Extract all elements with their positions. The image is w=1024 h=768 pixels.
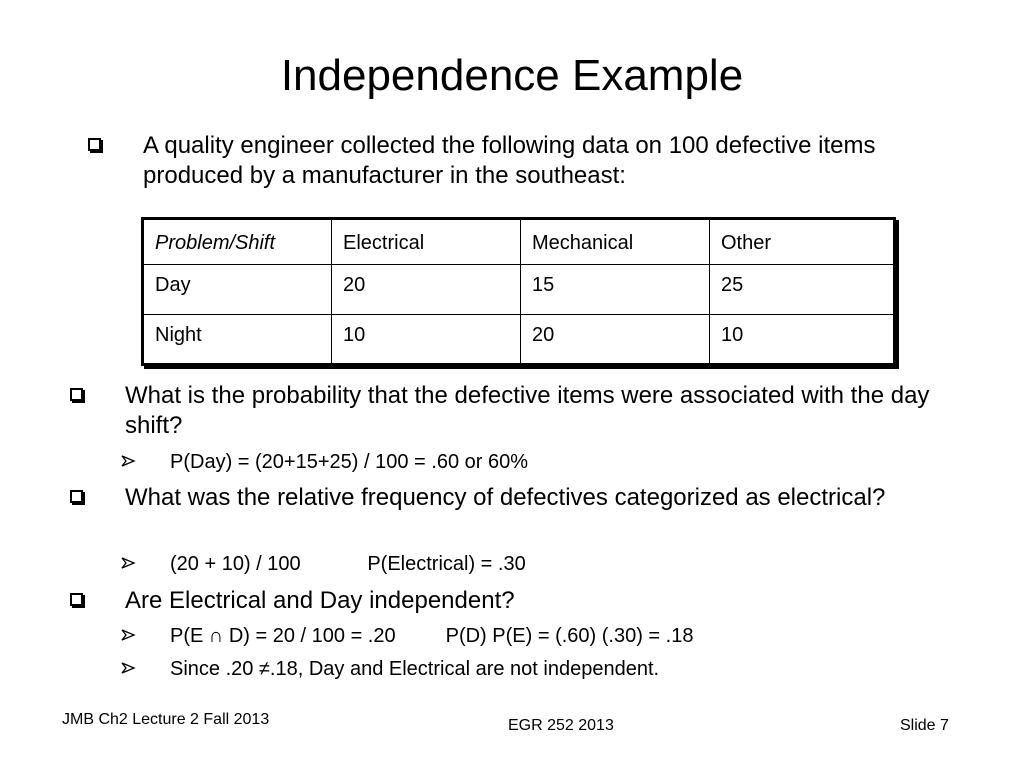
- table-header-cell: Mechanical: [521, 219, 710, 265]
- question-text: What is the probability that the defective items were associated with the day shift?: [125, 382, 930, 439]
- square-bullet-icon: [70, 593, 83, 606]
- arrowhead-bullet-icon: [120, 627, 136, 643]
- table-header-row: [143, 219, 895, 265]
- table-cell: 15: [521, 265, 710, 315]
- square-bullet-icon: [70, 388, 83, 401]
- table-cell: 20: [521, 315, 710, 365]
- answer-bullet: [120, 551, 526, 577]
- answer-bullet: [120, 449, 528, 475]
- table-row: [143, 265, 895, 315]
- answer-text: P(Day) = (20+15+25) / 100 = .60 or 60%: [170, 451, 528, 473]
- table-cell: 20: [332, 265, 521, 315]
- intro-text: A quality engineer collected the following data on 100 defective items produced by a manufacturer in the southeast:: [143, 132, 876, 189]
- footer-slide-number: Slide 7: [900, 717, 949, 734]
- answer-text: P(E ∩ D) = 20 / 100 = .20 P(D) P(E) = (.60) (.30) = .18: [170, 625, 694, 647]
- arrowhead-bullet-icon: [120, 453, 136, 469]
- table-cell: 10: [710, 315, 895, 365]
- answer-bullet: [120, 656, 659, 682]
- answer-text: Since .20 ≠.18, Day and Electrical are not independent.: [170, 658, 660, 680]
- slide-title: Independence Example: [280, 51, 744, 100]
- table-header-cell: Electrical: [332, 219, 521, 265]
- table-cell: Day: [143, 265, 332, 315]
- question-bullet: [70, 586, 970, 616]
- arrowhead-bullet-icon: [120, 555, 136, 571]
- question-text: What was the relative frequency of defectives categorized as electrical?: [125, 484, 886, 511]
- table-header-cell: Other: [710, 219, 895, 265]
- question-bullet: [70, 381, 990, 441]
- table-cell: 25: [710, 265, 895, 315]
- square-bullet-icon: [70, 490, 83, 503]
- table-header-cell: Problem/Shift: [143, 219, 332, 265]
- answer-bullet: [120, 623, 693, 649]
- footer-left: JMB Ch2 Lecture 2 Fall 2013: [62, 711, 270, 728]
- table-cell: 10: [332, 315, 521, 365]
- answer-text: (20 + 10) / 100 P(Electrical) = .30: [170, 553, 526, 575]
- footer-center: EGR 252 2013: [508, 717, 614, 734]
- question-text: Are Electrical and Day independent?: [125, 587, 515, 614]
- square-bullet-icon: [88, 138, 101, 151]
- arrowhead-bullet-icon: [120, 660, 136, 676]
- table-row: [143, 315, 895, 365]
- question-bullet: [70, 483, 970, 513]
- intro-bullet: [88, 131, 958, 191]
- defects-table: [141, 217, 896, 366]
- table-cell: Night: [143, 315, 332, 365]
